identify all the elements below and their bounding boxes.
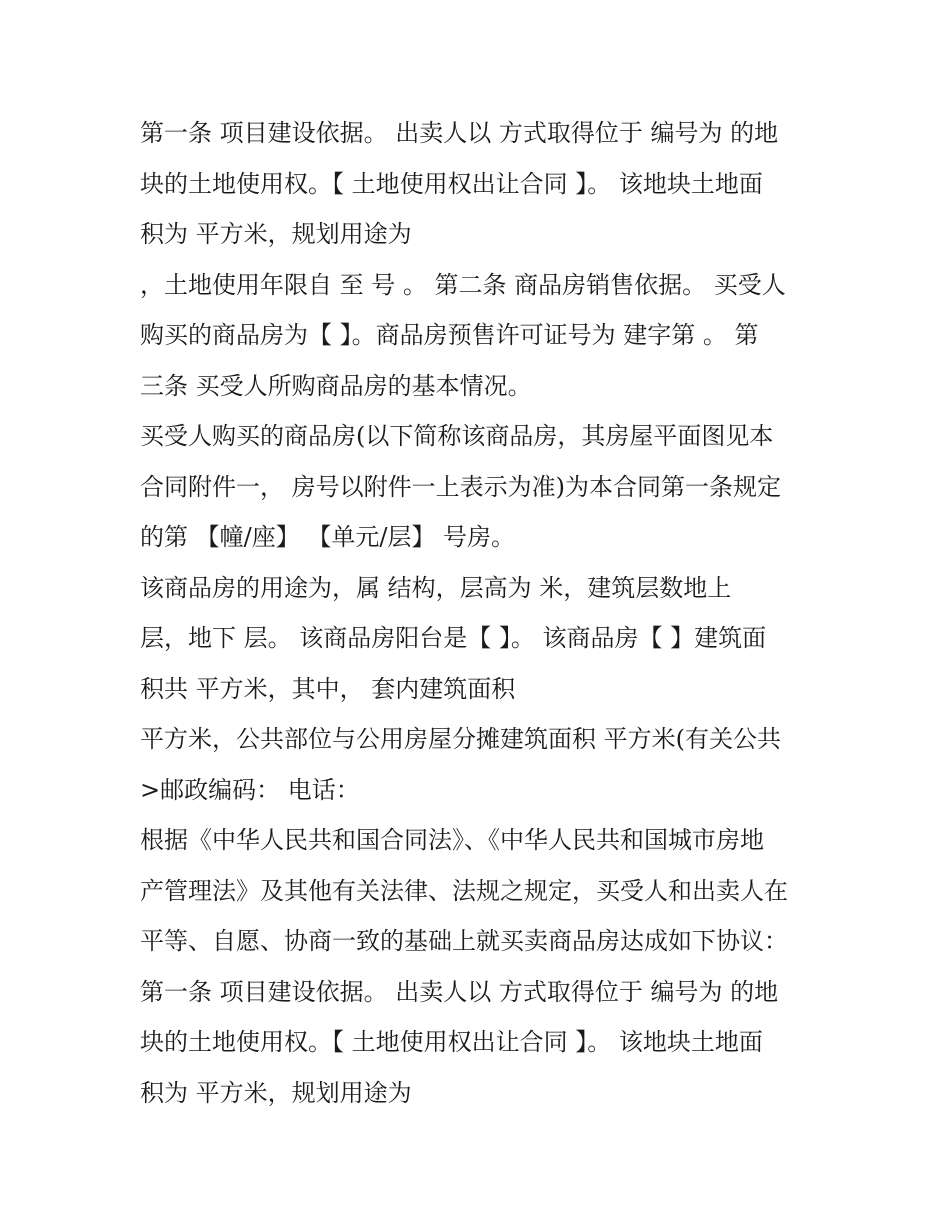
text-line: 购买的商品房为【 】。商品房预售许可证号为 建字第 。 第 (140, 321, 759, 349)
document-body (140, 108, 840, 1118)
text-line: 第一条 项目建设依据。 出卖人以 方式取得位于 编号为 的地 (140, 119, 779, 147)
text-line: 块的土地使用权。【 土地使用权出让合同 】。 该地块土地面 (140, 169, 763, 198)
text-line: 合同附件一， 房号以附件一上表示为准)为本合同第一条规定 (140, 472, 781, 501)
text-line: 积为 平方米，规划用途为 (140, 220, 412, 248)
text-line: >邮政编码： 电话： (140, 775, 360, 804)
text-line: 积为 平方米，规划用途为 (140, 1078, 412, 1107)
text-line: ，土地使用年限自 至 号 。 第二条 商品房销售依据。 买受人 (140, 270, 786, 299)
text-line: 三条 买受人所购商品房的基本情况。 (140, 371, 532, 400)
text-line: 块的土地使用权。【 土地使用权出让合同 】。 该地块土地面 (140, 1028, 763, 1056)
text-line: 的第 【幢/座】 【单元/层】 号房。 (140, 523, 516, 551)
text-line: 积共 平方米，其中， 套内建筑面积 (140, 674, 516, 703)
text-line: 平方米，公共部位与公用房屋分摊建筑面积 平方米(有关公共 (140, 725, 781, 753)
text-line: 买受人购买的商品房(以下简称该商品房，其房屋平面图见本 (140, 422, 774, 450)
text-line: 根据《中华人民共和国合同法》、《中华人民共和国城市房地 (140, 826, 764, 854)
text-line: 该商品房的用途为，属 结构，层高为 米，建筑层数地上 (140, 573, 732, 602)
text-line: 平等、自愿、协商一致的基础上就买卖商品房达成如下协议： (140, 927, 788, 955)
text-line: 第一条 项目建设依据。 出卖人以 方式取得位于 编号为 的地 (140, 977, 779, 1006)
text-line: 层，地下 层。 该商品房阳台是【 】。 该商品房【 】建筑面 (140, 624, 767, 652)
text-line: 产管理法》及其他有关法律、法规之规定，买受人和出卖人在 (140, 876, 788, 905)
